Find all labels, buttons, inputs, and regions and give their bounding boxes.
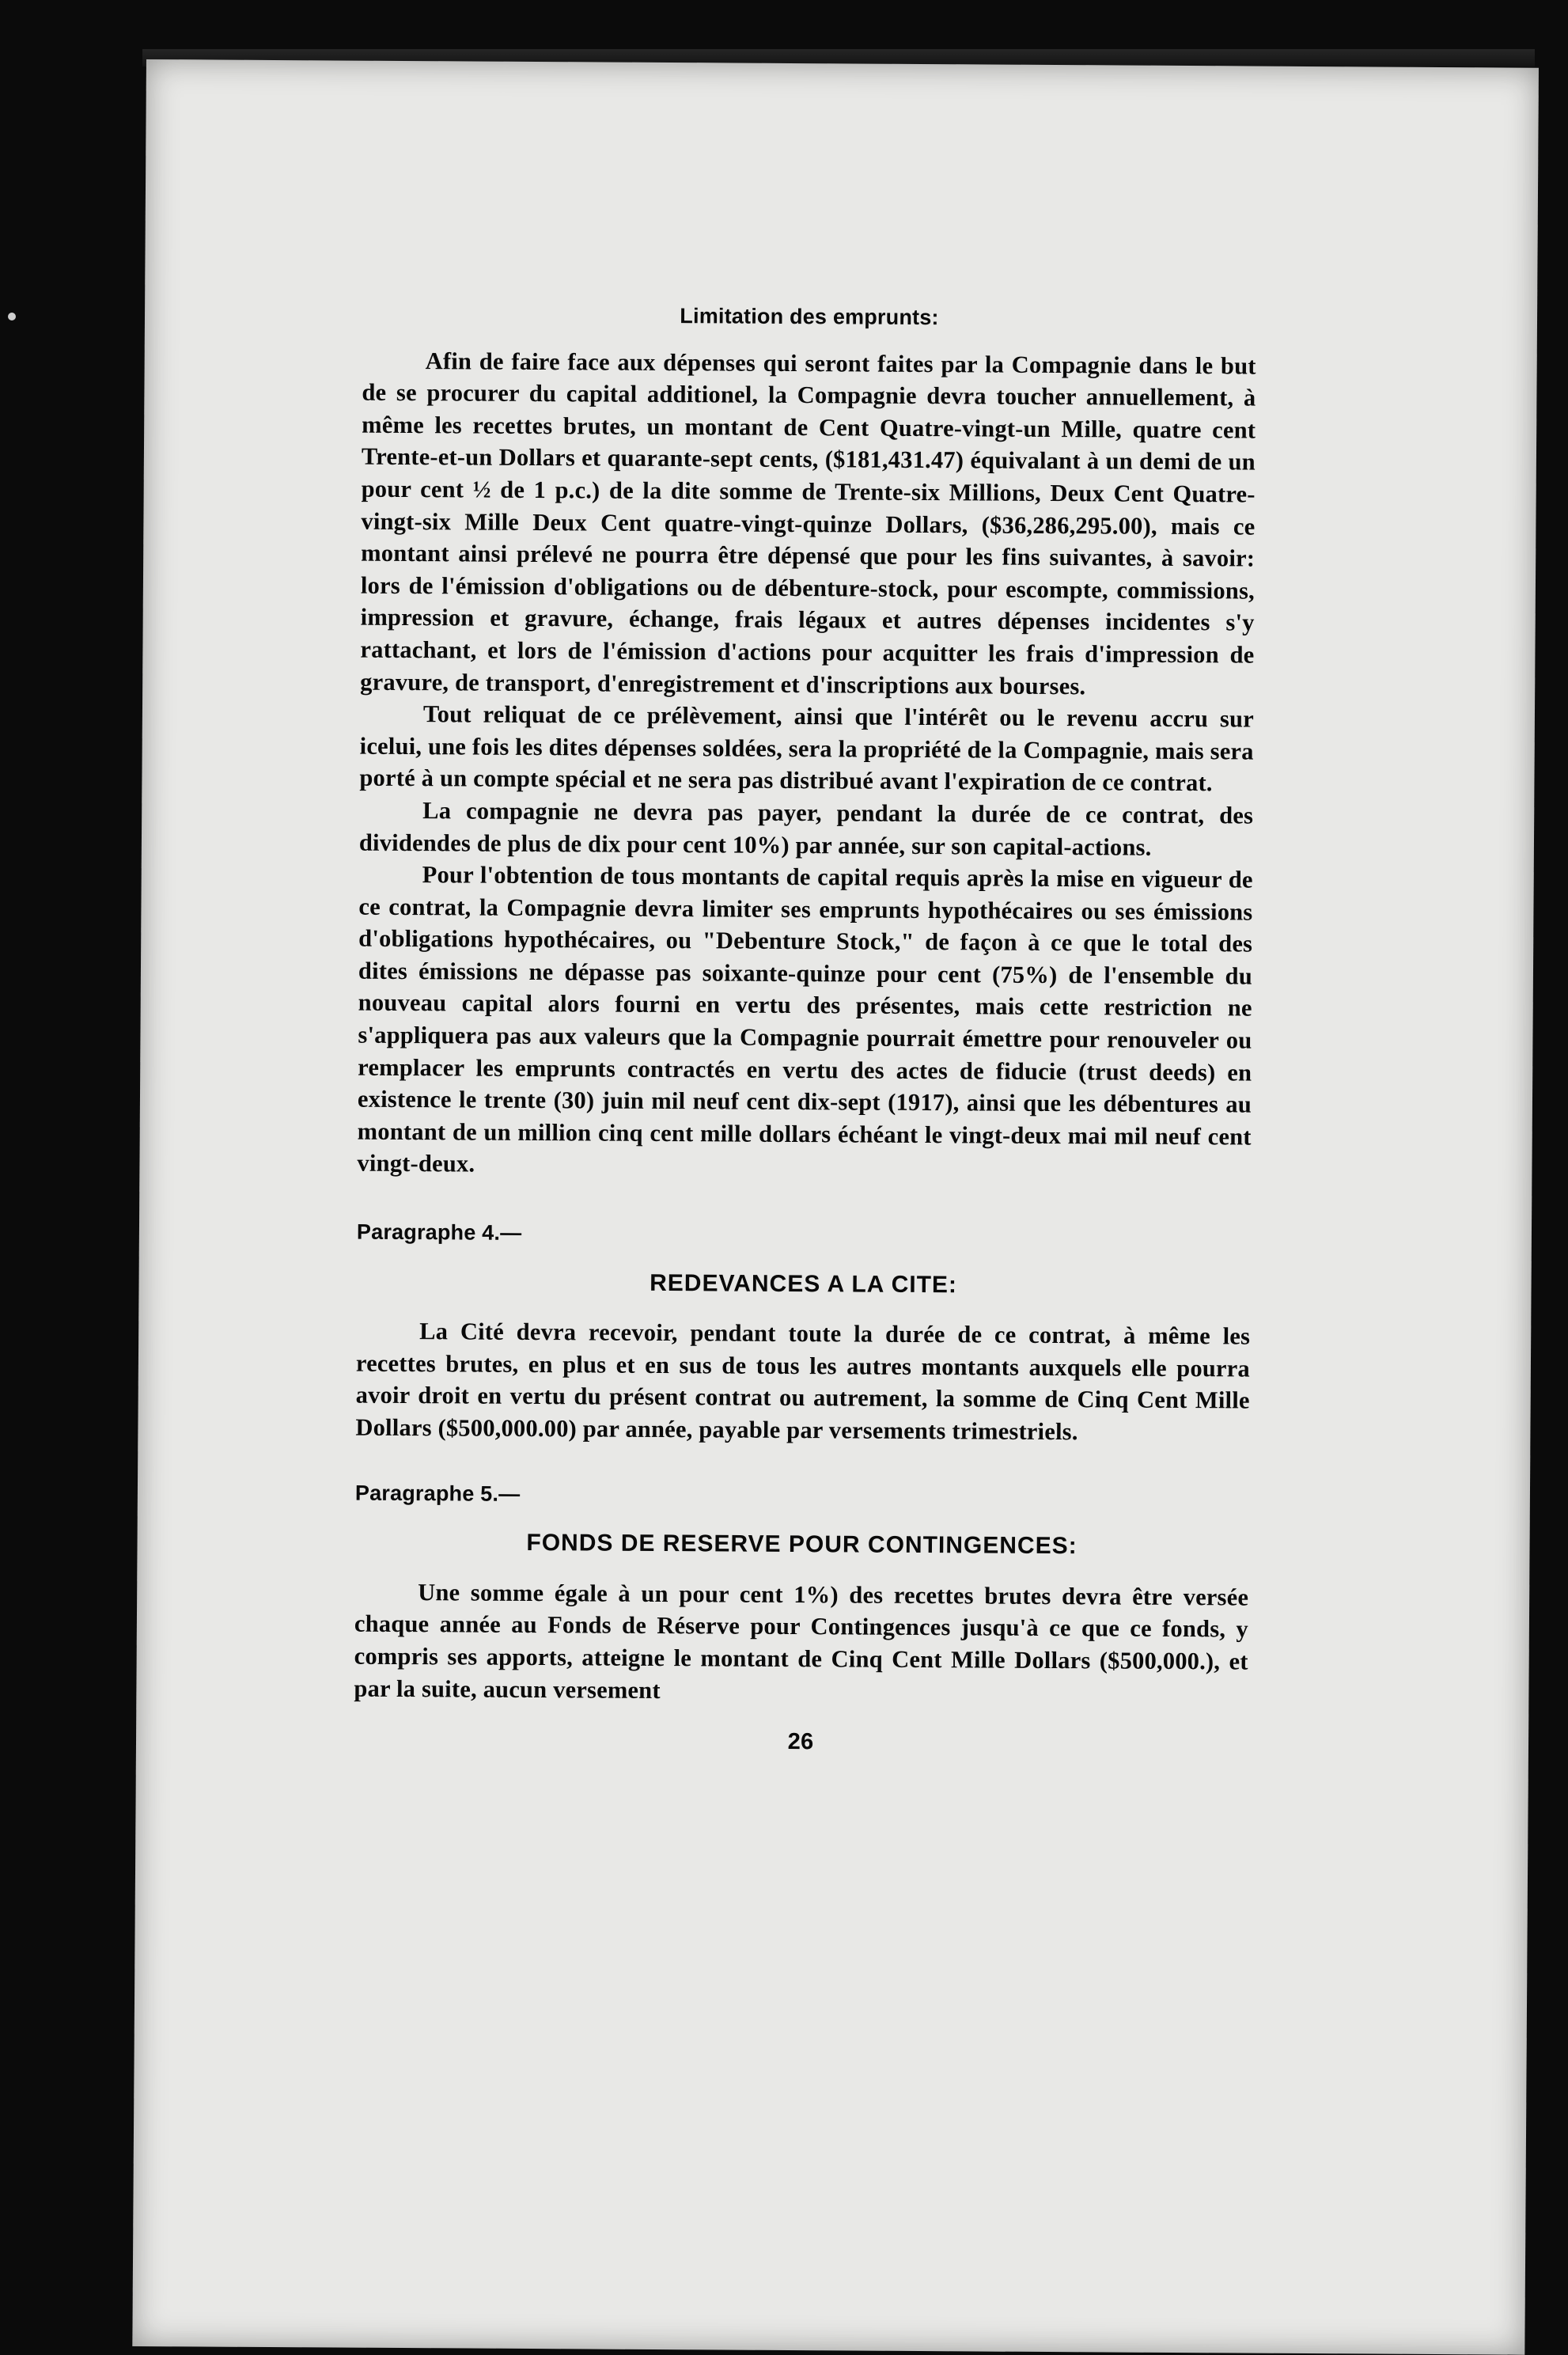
scanned-page (132, 59, 1539, 2355)
paragraph-5-label: Paragraphe 5.— (354, 1481, 521, 1506)
paragraph-4-label: Paragraphe 4.— (356, 1219, 522, 1245)
body-paragraph: Afin de faire face aux dépenses qui seront faites par la Compagnie dans le but de se procurer du capital additionel, la Compagnie devra toucher annuellement, à même les recettes brutes, un montant de Cent Quatre-vingt-un Mille, quatre cent Trente-et-un Dollars et quarante-sept cents, ($181,431.47) équivalant à un demi de un pour cent ½ de 1 p.c.) de la dite somme de Trente-six Millions, Deux Cent Quatre-vingt-six Mille Deux Cent quatre-vingt-quinze Dollars, ($36,286,295.00), mais ce montant ainsi prélevé ne pourra être dépensé que pour les fins suivantes, à savoir: lors de l'émission d'obligations ou de débenture-stock, pour escompte, commissions, impression et gravure, échange, frais légaux et autres dépenses incidentes s'y rattachant, et lors de l'émission d'actions pour acquitter les frais d'impression de gravure, de transport, d'enregistrement et d'inscriptions aux bourses. (360, 347, 1256, 700)
spacer (355, 1443, 1249, 1482)
section-heading-limitation: Limitation des emprunts: (680, 304, 939, 330)
body-paragraph: La compagnie ne devra pas payer, pendant la durée de ce contrat, des dividendes de plus de dix pour cent 10%) par année, sur son capital-actions. (358, 797, 1254, 861)
paragraph-5-heading: FONDS DE RESERVE POUR CONTINGENCES: (526, 1530, 1078, 1560)
paragraph-4-text: La Cité devra recevoir, pendant toute la durée de ce contrat, à même les recettes brutes, en plus et en sus de tous les autres montants auxquels elle pourra avoir droit en vertu du présent contrat ou autrement, la somme de Cinq Cent Mille Dollars ($500,000.00) par année, payable par versements trimestriels. (355, 1318, 1251, 1446)
page-number: 26 (787, 1729, 814, 1755)
spacer (357, 1180, 1251, 1222)
page-content (354, 298, 1256, 1762)
body-paragraph: Pour l'obtention de tous montants de capital requis après la mise en vigueur de ce contrat, la Compagnie devra limiter ses emprunts hypothécaires ou ses émissions d'obligations hypothécaires, ou "Debenture Stock," de façon à ce que le total des dites émissions ne dépasse pas soixante-quinze pour cent (75%) de l'ensemble du nouveau capital alors fourni en vertu des présentes, mais cette restriction ne s'appliquera pas aux valeurs que la Compagnie pourrait émettre pour renouveler ou remplacer les emprunts contractés en vertu des actes de fiducie (trust deeds) en existence le trente (30) juin mil neuf cent dix-sept (1917), ainsi que les débentures au montant de un million cinq cent mille dollars échéant le vingt-deux mai mil neuf cent vingt-deux. (357, 861, 1253, 1178)
paragraph-4-heading: REDEVANCES A LA CITE: (650, 1269, 958, 1298)
dust-speck (8, 313, 16, 320)
paragraph-5-text: Une somme égale à un pour cent 1%) des recettes brutes devra être versée chaque année au Fonds de Réserve pour Contingences jusqu'à ce que ce fonds, y compris ses apports, atteigne le montant de Cinq Cent Mille Dollars ($500,000.), et par la suite, aucun versement (354, 1578, 1249, 1704)
body-paragraph: Tout reliquat de ce prélèvement, ainsi que l'intérêt ou le revenu accru sur icelui, une fois les dites dépenses soldées, sera la propriété de la Compagnie, mais sera porté à un compte spécial et ne sera pas distribué avant l'expiration de ce contrat. (359, 700, 1255, 797)
